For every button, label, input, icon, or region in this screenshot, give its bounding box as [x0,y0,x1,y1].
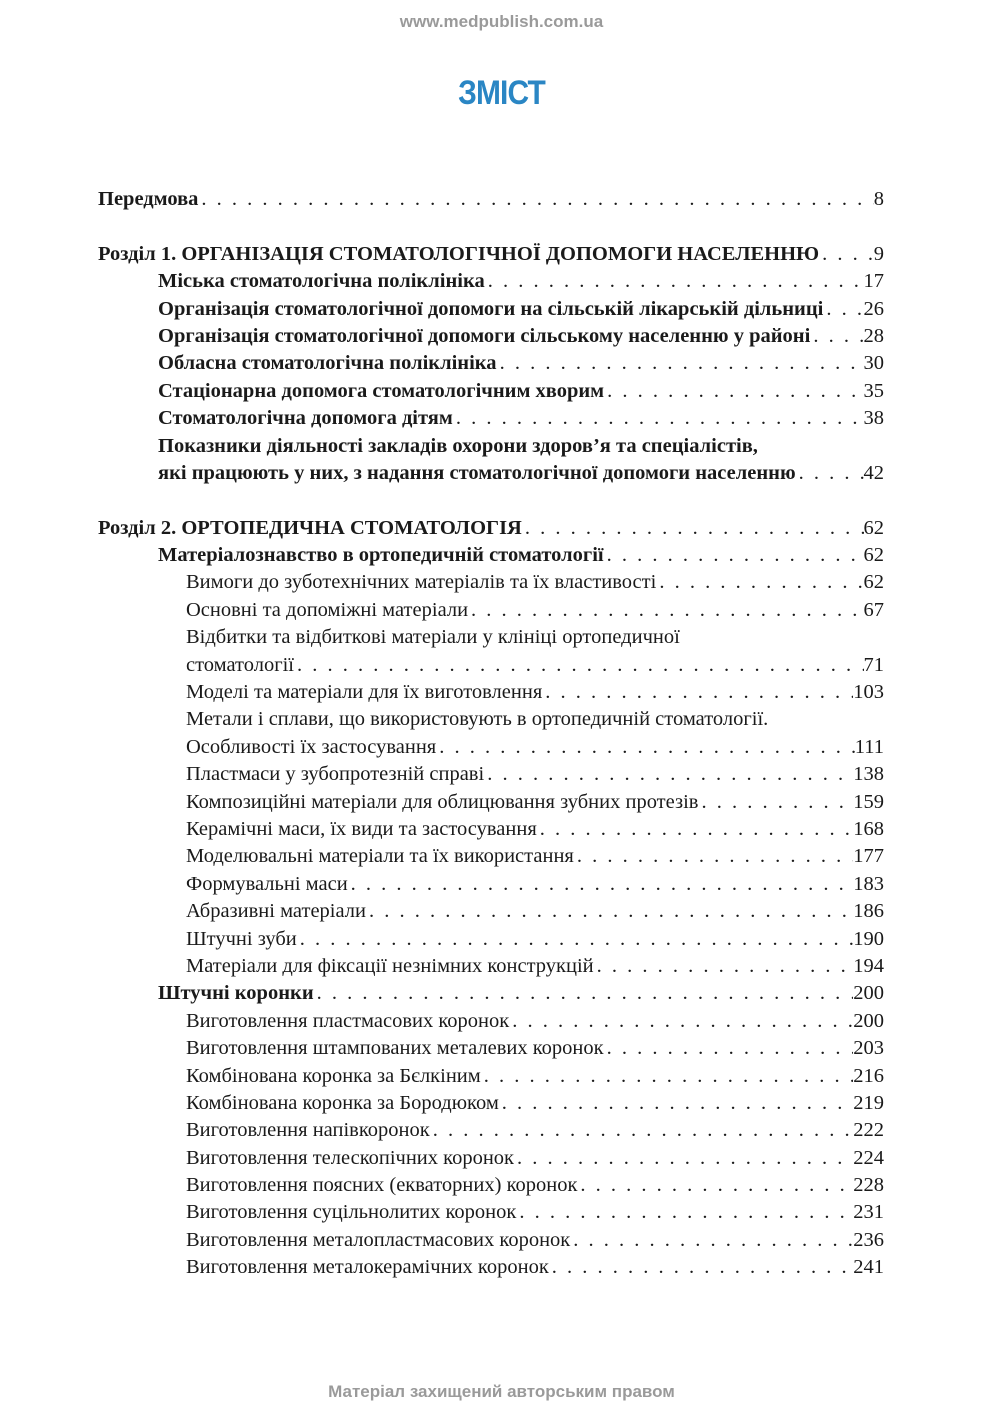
leader-dots [485,268,864,295]
leader-dots [570,1227,853,1254]
toc-entry-page: 159 [853,790,884,813]
leader-dots [514,1145,853,1172]
toc-entry-page: 28 [863,324,884,347]
leader-dots [436,734,855,761]
toc-entry[interactable] [98,898,884,925]
toc-entry-title: стоматології [186,653,294,676]
toc-entry-title: Виготовлення пластмасових коронок [186,1009,510,1032]
toc-entry[interactable] [98,350,884,377]
leader-dots [430,1117,854,1144]
toc-entry-title: Матеріали для фіксації незнімних конструкцій [186,954,594,977]
leader-dots [819,241,874,268]
toc-entry[interactable] [98,953,884,980]
toc-entry-page: 231 [853,1201,884,1224]
toc-entry-title: Моделювальні матеріали та їх використання [186,845,574,868]
toc-entry-page: 30 [863,352,884,375]
toc-entry-page: 203 [853,1037,884,1060]
leader-dots [484,761,853,788]
toc-entry[interactable] [98,1090,884,1117]
toc-entry[interactable] [98,1254,884,1281]
toc-entry-title: Пластмаси у зубопротезній справі [186,763,485,786]
toc-entry-page: 194 [853,954,884,977]
leader-dots [297,926,853,953]
toc-entry[interactable] [98,734,884,761]
toc-entry[interactable] [98,405,884,432]
site-url[interactable]: www.medpublish.com.ua [399,12,604,31]
toc-entry-title: Формувальні маси [186,872,348,895]
leader-dots [656,569,863,596]
toc-entry[interactable] [98,378,884,405]
toc-entry-preface[interactable] [98,186,884,213]
toc-entry-page: 138 [853,763,884,786]
toc-entry-first-line[interactable]: Метали і сплави, що використовують в ортопедичній стоматології. [186,708,769,731]
leader-dots [453,405,864,432]
leader-dots [823,296,863,323]
toc-entry-page: 224 [853,1146,884,1169]
toc-entry-title: Розділ 1. ОРГАНІЗАЦІЯ СТОМАТОЛОГІЧНОЇ ДОПОМОГИ НАСЕЛЕННЮ [98,242,820,265]
leader-dots [810,323,863,350]
leader-dots [604,378,863,405]
toc-entry-title: Штучні зуби [186,927,297,950]
toc-entry-page: 111 [854,735,884,758]
toc-entry[interactable] [98,1145,884,1172]
toc-entry[interactable] [98,1063,884,1090]
toc-entry-title: Виготовлення металопластмасових коронок [186,1228,571,1251]
toc-entry[interactable] [98,268,884,295]
toc-entry[interactable] [98,460,884,487]
leader-dots [604,542,864,569]
toc-entry-title: Основні та допоміжні матеріали [186,598,469,621]
leader-dots [294,652,864,679]
toc-entry[interactable] [98,652,884,679]
toc-entry-page: 190 [853,927,884,950]
toc-entry-title: Виготовлення поясних (екваторних) коронок [186,1174,578,1197]
toc-entry-materials[interactable] [98,542,884,569]
toc-entry-page: 183 [853,872,884,895]
leader-dots [604,1035,854,1062]
toc-entry-page: 216 [853,1064,884,1087]
leader-dots [509,1008,853,1035]
table-of-contents [98,186,884,1282]
leader-dots [481,1063,854,1090]
toc-entry-page: 62 [863,516,884,539]
toc-entry-page: 62 [863,571,884,594]
toc-entry[interactable] [98,843,884,870]
toc-entry-page: 241 [853,1256,884,1279]
section-1-items [98,268,884,487]
toc-entry-crowns[interactable] [98,980,884,1007]
toc-entry-title: Обласна стоматологічна поліклініка [158,352,497,375]
toc-entry[interactable] [98,1227,884,1254]
toc-entry-title: Організація стоматологічної допомоги на сільській лікарській дільниці [158,297,824,320]
leader-dots [314,980,854,1007]
leader-dots [698,789,853,816]
toc-entry[interactable] [98,871,884,898]
leader-dots [542,679,853,706]
toc-entry-title: Виготовлення металокерамічних коронок [186,1256,549,1279]
leader-dots [497,350,864,377]
toc-entry-title: Абразивні матеріали [186,900,366,923]
toc-entry-first-line[interactable]: Відбитки та відбиткові матеріали у клініці ортопедичної [186,626,680,649]
toc-entry-title: Розділ 2. ОРТОПЕДИЧНА СТОМАТОЛОГІЯ [98,516,522,539]
toc-entry-page: 42 [863,461,884,484]
toc-entry-page: 186 [853,900,884,923]
toc-entry[interactable] [98,816,884,843]
toc-entry-title: Стаціонарна допомога стоматологічним хворим [158,379,605,402]
leader-dots [522,515,864,542]
toc-entry[interactable] [98,296,884,323]
toc-entry-first-line[interactable]: Показники діяльності закладів охорони здоров’я та спеціалістів, [158,434,758,457]
toc-entry-title: Виготовлення суцільнолитих коронок [186,1201,517,1224]
toc-entry[interactable] [98,1172,884,1199]
copyright-notice: Матеріал захищений авторським правом [328,1382,675,1401]
toc-entry-page: 17 [863,270,884,293]
toc-entry-title: Міська стоматологічна поліклініка [158,270,485,293]
leader-dots [198,186,873,213]
toc-entry[interactable] [98,789,884,816]
toc-entry-title: Композиційні матеріали для облицювання зубних протезів [186,790,699,813]
toc-entry-title: Особливості їх застосування [186,735,437,758]
toc-entry-page: 67 [863,598,884,621]
toc-entry-title: які працюють у них, з надання стоматологічної допомоги населенню [158,461,796,484]
toc-entry-title: Комбінована коронка за Бєлкіним [186,1064,481,1087]
leader-dots [348,871,854,898]
toc-entry-title: Виготовлення напівкоронок [186,1119,430,1142]
toc-entry-page: 103 [853,681,884,704]
toc-entry-page: 236 [853,1228,884,1251]
leader-dots [366,898,853,925]
toc-entry-page: 200 [853,982,884,1005]
toc-entry-title: Моделі та матеріали для їх виготовлення [186,681,543,704]
toc-entry-page: 9 [873,242,884,265]
leader-dots [468,597,863,624]
toc-entry-page: 219 [853,1091,884,1114]
leader-dots [796,460,864,487]
toc-entry-page: 26 [863,297,884,320]
toc-entry[interactable] [98,597,884,624]
toc-entry-page: 177 [853,845,884,868]
leader-dots [499,1090,853,1117]
toc-entry-page: 38 [863,407,884,430]
toc-entry[interactable] [98,1117,884,1144]
toc-entry-page: 71 [863,653,884,676]
toc-entry-page: 222 [853,1119,884,1142]
toc-entry[interactable] [98,323,884,350]
toc-entry[interactable] [98,1035,884,1062]
page-title: ЗМІСТ [458,74,545,112]
toc-entry-title: Матеріалознавство в ортопедичній стоматології [158,544,604,567]
leader-dots [594,953,854,980]
toc-entry[interactable] [98,679,884,706]
toc-entry-section-1[interactable] [98,241,884,268]
toc-entry[interactable] [98,569,884,596]
toc-entry[interactable] [98,761,884,788]
toc-entry-title: Виготовлення штампованих металевих коронок [186,1037,604,1060]
leader-dots [574,843,853,870]
toc-entry-page: 35 [863,379,884,402]
toc-entry[interactable] [98,926,884,953]
toc-entry-page: 228 [853,1174,884,1197]
toc-entry-title: Штучні коронки [158,982,314,1005]
toc-entry-title: Вимоги до зуботехнічних матеріалів та їх властивості [186,571,657,594]
toc-entry-title: Організація стоматологічної допомоги сільському населенню у районі [158,324,811,347]
toc-entry[interactable] [98,1199,884,1226]
toc-entry-title: Комбінована коронка за Бородюком [186,1091,499,1114]
toc-entry-title: Керамічні маси, їх види та застосування [186,817,537,840]
leader-dots [549,1254,853,1281]
leader-dots [577,1172,853,1199]
toc-entry-title: Передмова [98,188,199,210]
toc-entry-page: 62 [863,544,884,567]
leader-dots [516,1199,853,1226]
toc-entry[interactable] [98,1008,884,1035]
toc-entry-title: Виготовлення телескопічних коронок [186,1146,514,1169]
spacer [98,213,884,240]
toc-entry-section-2[interactable] [98,515,884,542]
toc-entry-page: 8 [873,188,884,210]
toc-entry-page: 168 [853,817,884,840]
leader-dots [537,816,854,843]
spacer [98,487,884,514]
toc-entry-page: 200 [853,1009,884,1032]
toc-entry-title: Стоматологічна допомога дітям [158,407,453,430]
